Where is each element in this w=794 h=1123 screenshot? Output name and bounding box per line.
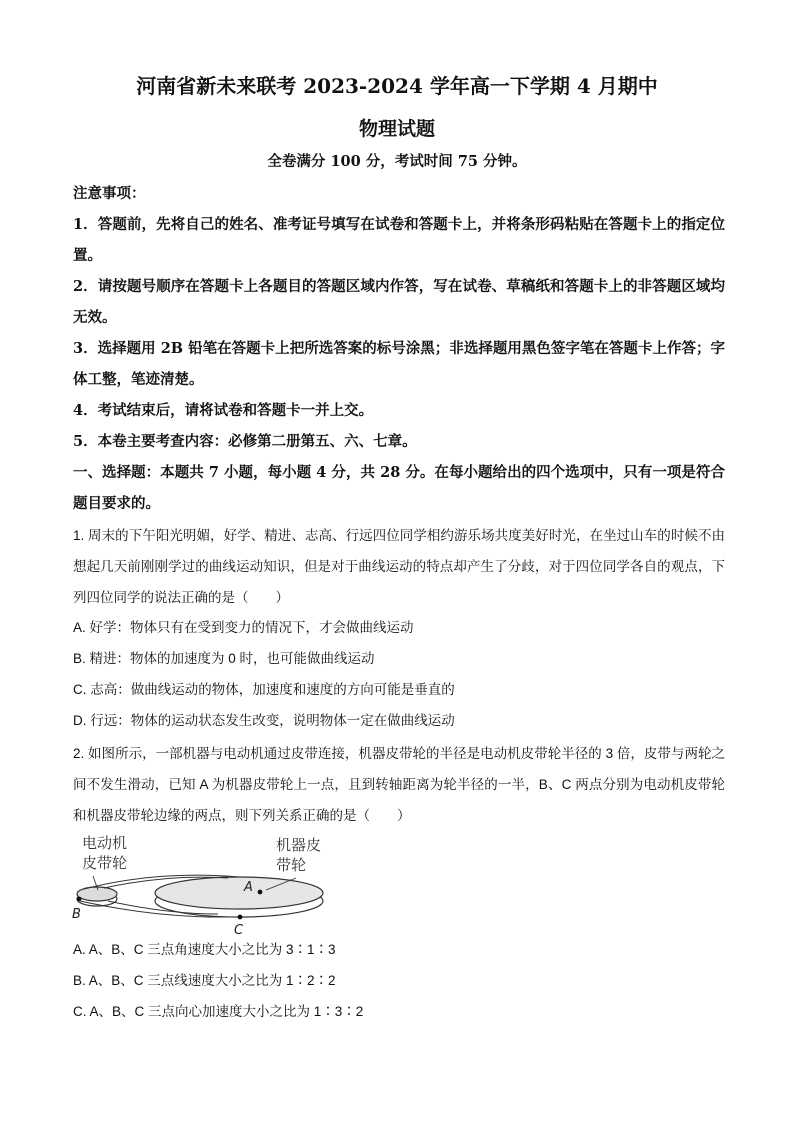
- question-1-option-b: B. 精进：物体的加速度为 0 时，也可能做曲线运动: [73, 651, 375, 666]
- note-item: 2．请按题号顺序在答题卡上各题目的答题区域内作答，写在试卷、草稿纸和答题卡上的非答题区域均无效。: [73, 278, 725, 326]
- note-item: 4．考试结束后，请将试卷和答题卡一并上交。: [73, 402, 374, 419]
- note-item: 1．答题前，先将自己的姓名、准考证号填写在试卷和答题卡上，并将条形码粘贴在答题卡上的指定位置。: [73, 216, 725, 264]
- score-info: 全卷满分 100 分，考试时间 75 分钟。: [267, 153, 527, 170]
- point-c-dot: [238, 915, 243, 920]
- question-1-option-c: C. 志高：做曲线运动的物体，加速度和速度的方向可能是垂直的: [73, 682, 455, 697]
- belt-pulley-figure: [68, 830, 338, 940]
- question-1-option-d: D. 行远：物体的运动状态发生改变，说明物体一定在做曲线运动: [73, 713, 455, 728]
- point-c-label: C: [234, 923, 244, 938]
- exam-subject: 物理试题: [358, 118, 435, 140]
- machine-label-line1: 机器皮: [276, 836, 322, 854]
- note-item: 5．本卷主要考查内容：必修第二册第五、六、七章。: [73, 433, 417, 450]
- question-2-option-b: B. A、B、C 三点线速度大小之比为 1∶2∶2: [73, 973, 336, 988]
- motor-label-line2: 皮带轮: [82, 854, 128, 872]
- question-2-stem: 2. 如图所示，一部机器与电动机通过皮带连接，机器皮带轮的半径是电动机皮带轮半径的 3 倍，皮带与两轮之间不发生滑动，已知 A 为机器皮带轮上一点，且到转轴距离为轮半径的一半，B、C 两点分别为电动机皮带轮和机器皮带轮边缘的两点，则下列关系正确的是（ ）: [73, 746, 725, 823]
- point-a-dot: [258, 890, 263, 895]
- question-1-option-a: A. 好学：物体只有在受到变力的情况下，才会做曲线运动: [73, 620, 414, 635]
- notes-heading: 注意事项：: [73, 185, 146, 202]
- motor-label-line1: 电动机: [82, 834, 128, 852]
- exam-title: 河南省新未来联考 2023-2024 学年高一下学期 4 月期中: [136, 74, 658, 98]
- question-2-option-c: C. A、B、C 三点向心加速度大小之比为 1∶3∶2: [73, 1004, 364, 1019]
- machine-pulley-face: [155, 877, 323, 909]
- point-b-label: B: [72, 907, 81, 922]
- machine-label-line2: 带轮: [276, 856, 307, 874]
- question-2-option-a: A. A、B、C 三点角速度大小之比为 3∶1∶3: [73, 942, 336, 957]
- question-1-stem: 1. 周末的下午阳光明媚，好学、精进、志高、行远四位同学相约游乐场共度美好时光，在坐过山车的时候不由想起几天前刚刚学过的曲线运动知识，但是对于曲线运动的特点却产生了分歧，对于四位同学各自的观点，下列四位同学的说法正确的是（ ）: [73, 528, 725, 605]
- section-heading: 一、选择题：本题共 7 小题，每小题 4 分，共 28 分。在每小题给出的四个选项中，只有一项是符合题目要求的。: [73, 464, 725, 512]
- point-a-label: A: [244, 880, 253, 895]
- note-item: 3．选择题用 2B 铅笔在答题卡上把所选答案的标号涂黑；非选择题用黑色签字笔在答题卡上作答；字体工整，笔迹清楚。: [73, 340, 725, 388]
- point-b-dot: [77, 897, 82, 902]
- motor-pulley-face: [77, 887, 117, 901]
